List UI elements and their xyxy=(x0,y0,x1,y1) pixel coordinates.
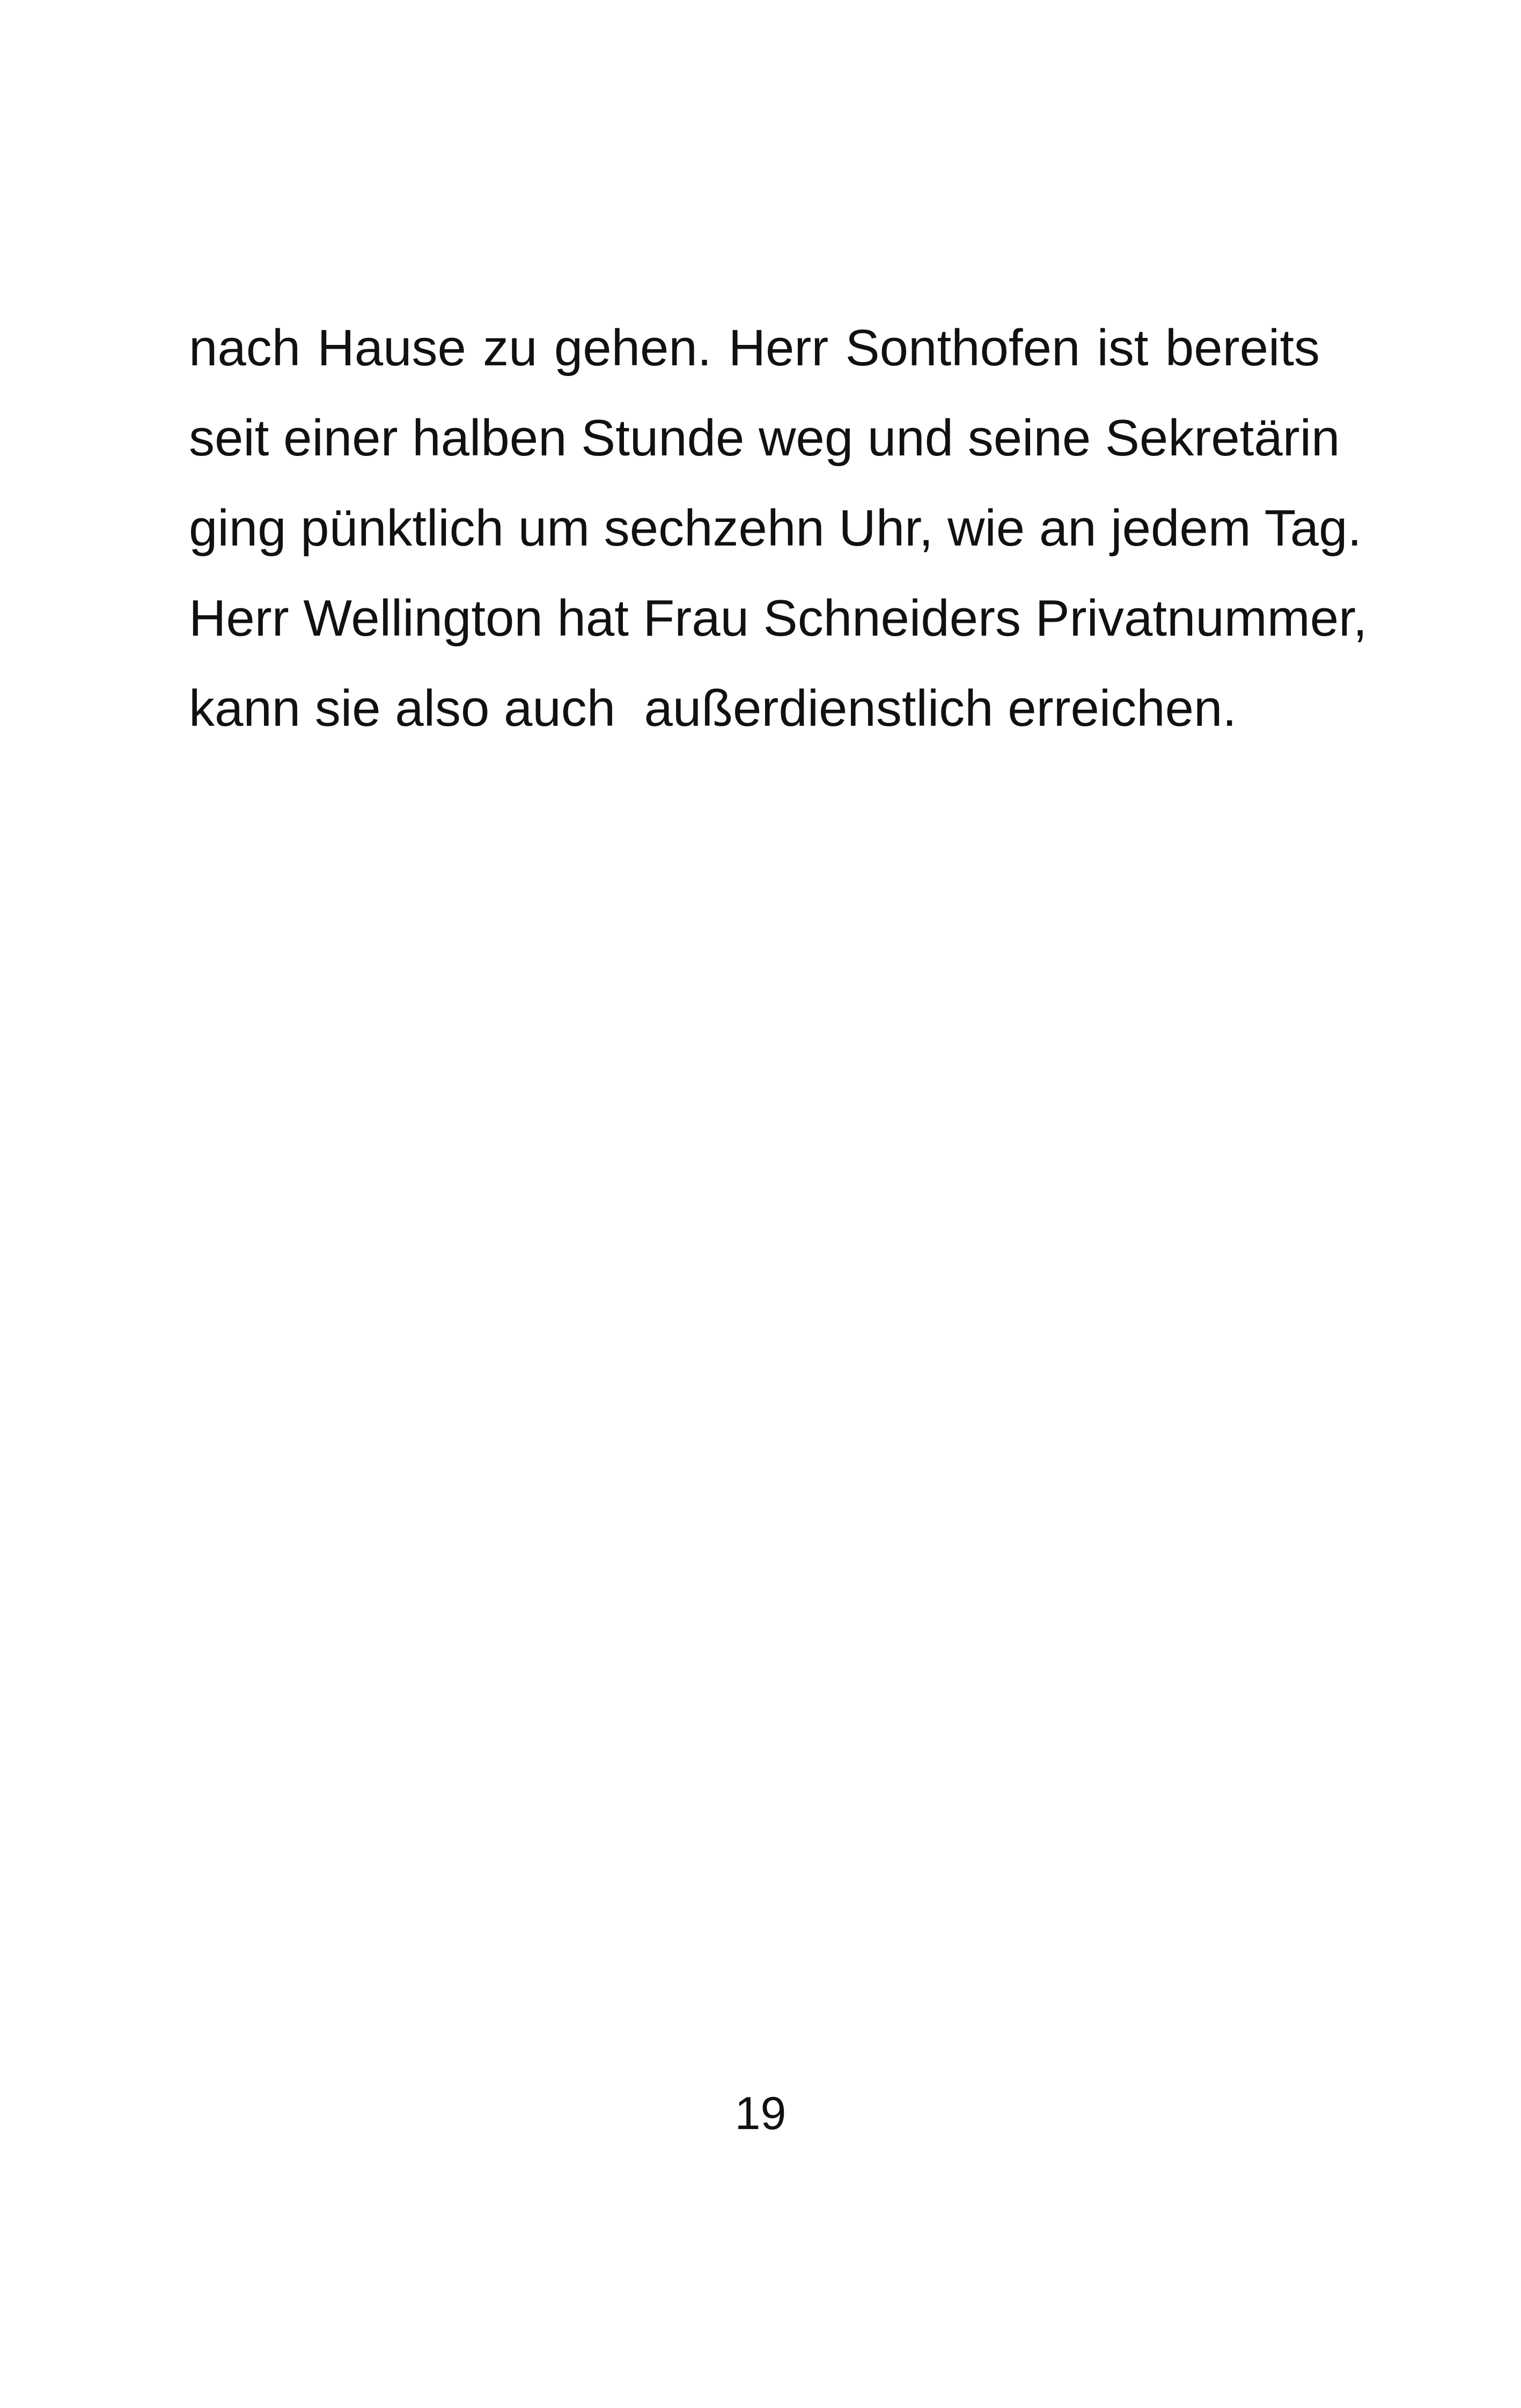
body-paragraph xyxy=(189,303,1368,754)
text-line-1: nach Hause zu gehen. Herr Sonthofen ist bereits xyxy=(189,319,1320,377)
text-line-3: ging pünktlich um sechzehn Uhr, wie an jedem Tag. xyxy=(189,499,1362,557)
text-line-5: kann sie also auch außerdienstlich erreichen. xyxy=(189,680,1237,737)
text-line-4: Herr Wellington hat Frau Schneiders Privatnummer, xyxy=(189,590,1368,647)
page-number: 19 xyxy=(734,2088,787,2139)
text-line-2: seit einer halben Stunde weg und seine Sekretärin xyxy=(189,409,1340,467)
